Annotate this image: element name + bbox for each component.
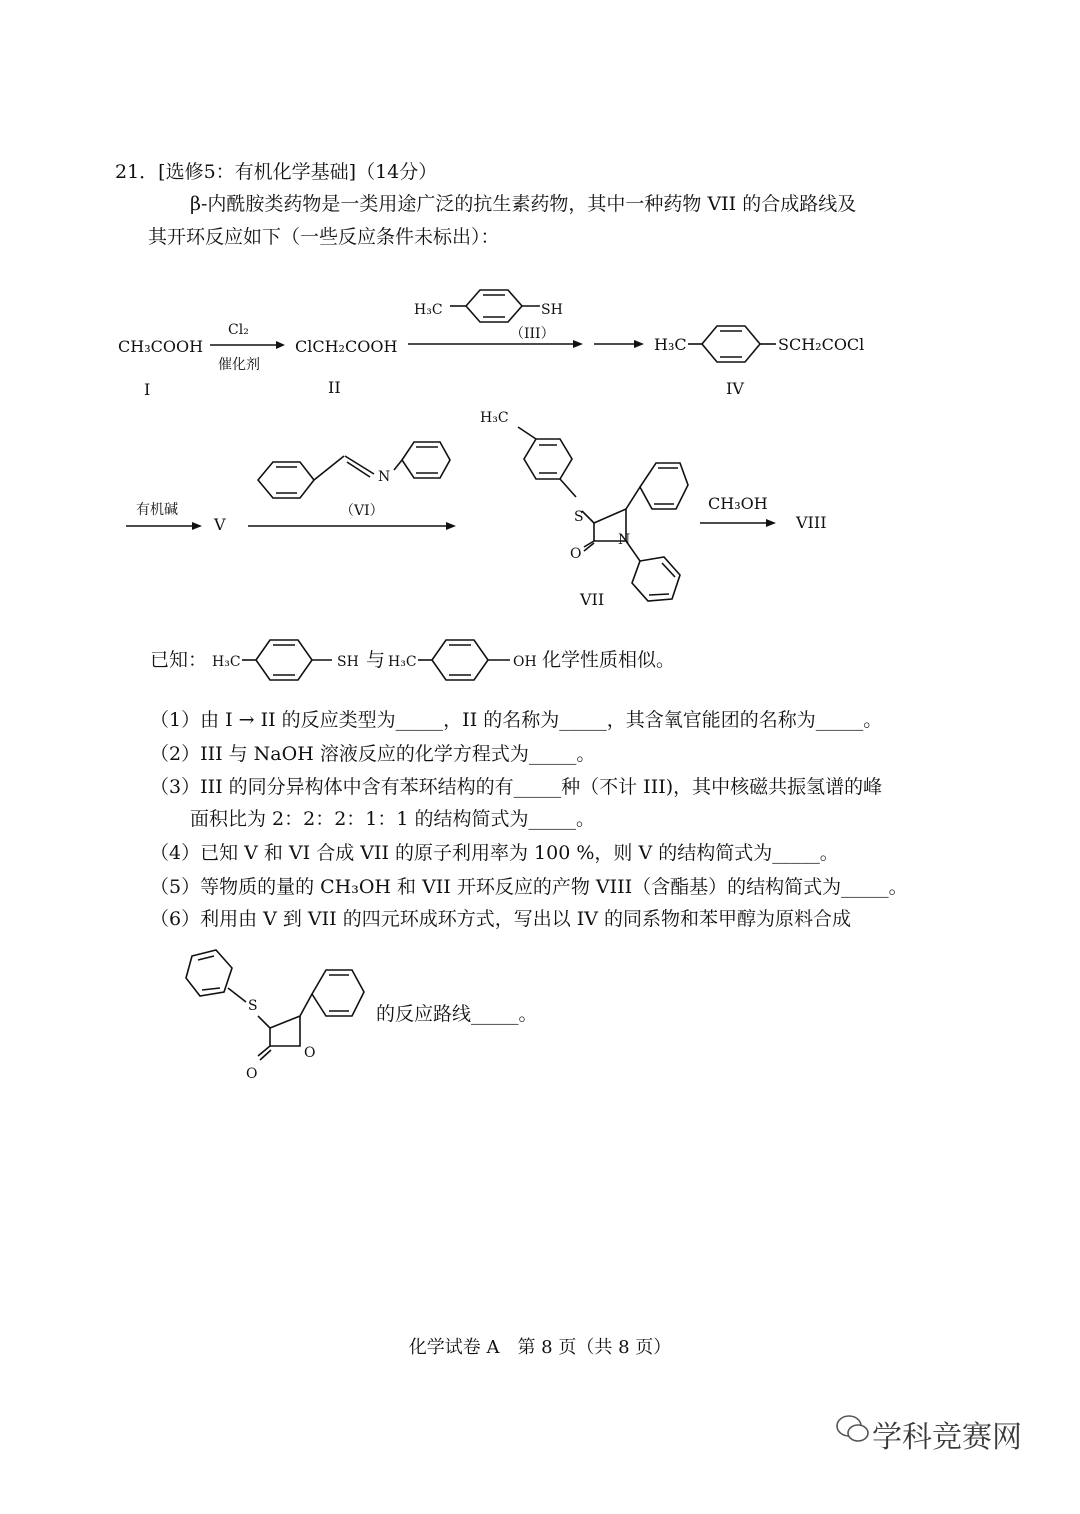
known-left-ring — [242, 632, 342, 688]
III-sh: SH — [541, 302, 563, 318]
VII-ch3: H₃C — [480, 410, 509, 426]
target-O-carbonyl: O — [246, 1066, 258, 1082]
VI-N: N — [378, 469, 391, 485]
IV-sch2cocl: SCH₂COCl — [778, 335, 865, 354]
known-left-sh: SH — [337, 654, 359, 670]
target-suffix: 的反应路线_____。 — [376, 1003, 538, 1025]
VI-structure — [250, 420, 450, 510]
VII-structure — [480, 415, 710, 615]
wechat-icon — [836, 1414, 870, 1444]
arrow-1 — [210, 340, 285, 350]
VII-N: N — [618, 532, 631, 548]
sub-question-6: （6）利用由 V 到 VII 的四元环成环方式，写出以 IV 的同系物和苯甲醇为原料合成 — [150, 908, 852, 930]
III-label: （III） — [510, 326, 555, 342]
page-footer: 化学试卷 A 第 8 页（共 8 页） — [408, 1337, 672, 1358]
intro-line-1: β-内酰胺类药物是一类用途广泛的抗生素药物，其中一种药物 VII 的合成路线及 — [190, 193, 857, 215]
reagent-methanol: CH₃OH — [708, 494, 768, 513]
IV-benzene-ring — [688, 318, 788, 370]
arrow-4 — [126, 521, 202, 531]
target-O-ring: O — [304, 1045, 316, 1061]
reagent-organic-base: 有机碱 — [136, 502, 178, 518]
compound-I-label: I — [144, 380, 151, 399]
arrow-5 — [248, 521, 456, 531]
IV-label: IV — [726, 379, 744, 398]
compound-I: CH₃COOH — [118, 337, 204, 356]
III-ch3: H₃C — [414, 302, 443, 318]
known-right-ch3: H₃C — [388, 654, 417, 670]
known-left-ch3: H₃C — [212, 654, 241, 670]
VI-label: （VI） — [340, 503, 384, 519]
compound-II: ClCH₂COOH — [295, 337, 398, 356]
intro-line-2: 其开环反应如下（一些反应条件未标出）： — [148, 226, 500, 248]
watermark-text: 学科竞赛网 — [872, 1420, 1022, 1455]
reagent-cl2: Cl₂ — [228, 322, 249, 338]
arrow-2 — [408, 339, 583, 349]
arrow-3 — [594, 339, 644, 349]
sub-question-3: （3）III 的同分异构体中含有苯环结构的有_____种（不计 III)，其中核磁共振氢谱的峰 — [150, 776, 883, 798]
sub-question-1: （1）由 I → II 的反应类型为_____，II 的名称为_____，其含氧官能团的名称为_____。 — [150, 709, 883, 731]
known-suffix: 化学性质相似。 — [542, 649, 676, 671]
known-right-oh: OH — [513, 654, 537, 670]
IV-ch3: H₃C — [654, 335, 687, 354]
reagent-catalyst: 催化剂 — [218, 357, 260, 373]
compound-II-label: II — [328, 378, 341, 397]
arrow-6 — [700, 518, 776, 528]
target-S: S — [248, 998, 258, 1014]
sub-question-5: （5）等物质的量的 CH₃OH 和 VII 开环反应的产物 VIII（含酯基）的结构简式为_____。 — [150, 876, 908, 898]
known-prefix: 已知： — [150, 649, 208, 671]
sub-question-4: （4）已知 V 和 VI 合成 VII 的原子利用率为 100 %，则 V 的结构简式为_____。 — [150, 842, 839, 864]
compound-VIII: VIII — [796, 513, 827, 532]
target-structure — [186, 944, 376, 1084]
VII-O: O — [570, 546, 582, 562]
compound-V: V — [214, 515, 226, 534]
known-middle: 与 — [366, 649, 386, 671]
VII-label: VII — [580, 590, 605, 609]
VII-S: S — [574, 509, 584, 525]
sub-question-3-cont: 面积比为 2：2：2：1：1 的结构简式为_____。 — [190, 808, 596, 830]
question-header: 21．[选修5：有机化学基础]（14分） — [115, 161, 438, 183]
known-right-ring — [418, 632, 518, 688]
sub-question-2: （2）III 与 NaOH 溶液反应的化学方程式为_____。 — [150, 743, 596, 765]
